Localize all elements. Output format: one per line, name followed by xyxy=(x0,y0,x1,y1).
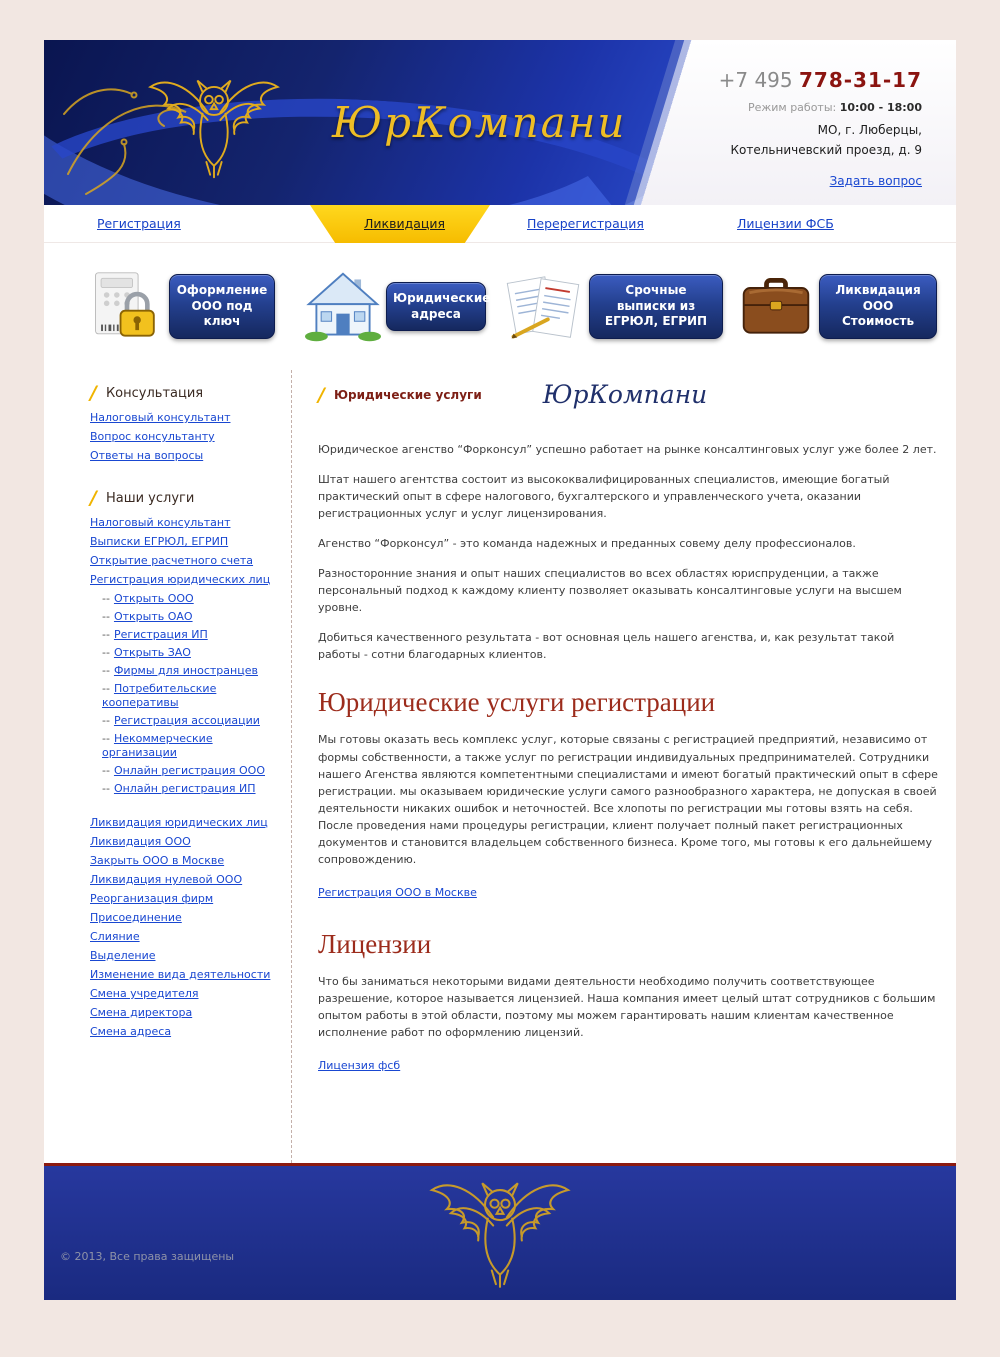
sidebar-link-ask-consultant[interactable]: Вопрос консультанту xyxy=(90,430,215,443)
phone-digits: 778-31-17 xyxy=(798,68,922,92)
sidebar-subitem xyxy=(102,592,291,606)
content-area xyxy=(44,370,956,1163)
sidebar-link-bank-account[interactable]: Открытие расчетного счета xyxy=(90,554,254,567)
sidebar-link-merger[interactable]: Слияние xyxy=(90,930,140,943)
documents-icon xyxy=(504,271,584,343)
sidebar-link-tax-consultant-2[interactable]: Налоговый консультант xyxy=(90,516,231,529)
sidebar xyxy=(44,370,292,1163)
intro-paragraph: Штат нашего агентства состоит из высококвалифицированных специалистов, имеющие богатый практический опыт в сфере налогового, бухгалтерского и управленческого учета, оказании регистрационных услуг и услуг лицензирования. xyxy=(318,473,890,521)
page-container xyxy=(44,40,956,1300)
sub-marker: -- xyxy=(102,628,110,641)
sidebar-subitem xyxy=(102,714,291,728)
address xyxy=(666,121,922,161)
sidebar-sublink-foreign-firms[interactable]: Фирмы для иностранцев xyxy=(113,664,258,677)
sidebar-link-liquidation-ooo[interactable]: Ликвидация ООО xyxy=(90,835,191,848)
house-icon xyxy=(305,271,381,343)
licenses-paragraph: Что бы заниматься некоторыми видами деятельности необходимо получить соответствующее разрешение, которое называется лицензией. Наша компания имеет целый штат сотрудников с большим опытом работы в этой области, поэтому мы можем гарантировать нашим клиентам качественное исполнение работ по оформлению лицензий. xyxy=(318,974,936,1039)
sub-marker: -- xyxy=(102,610,110,623)
work-hours-label: Режим работы: xyxy=(747,101,837,114)
slash-decoration: / xyxy=(90,382,97,404)
nav-item-reregistration[interactable]: Перерегистрация xyxy=(527,216,644,231)
address-line-1: МО, г. Люберцы, xyxy=(817,123,922,137)
sidebar-sublink-open-zao[interactable]: Открыть ЗАО xyxy=(113,646,191,659)
sidebar-link-legal-entity-registration[interactable]: Регистрация юридических лиц xyxy=(90,573,271,586)
briefcase-icon xyxy=(738,273,814,341)
work-hours-value: 10:00 - 18:00 xyxy=(839,101,922,114)
sub-marker: -- xyxy=(102,664,110,677)
sidebar-sublink-online-ooo[interactable]: Онлайн регистрация ООО xyxy=(113,764,265,777)
main-content xyxy=(292,370,956,1163)
sidebar-sublink-online-ip[interactable]: Онлайн регистрация ИП xyxy=(113,782,256,795)
sidebar-sublink-noncommercial-orgs[interactable]: Некоммерческие организации xyxy=(102,732,213,759)
sidebar-subitem xyxy=(102,646,291,660)
footer-owl-icon xyxy=(425,1174,575,1292)
sidebar-link-spinoff[interactable]: Выделение xyxy=(90,949,156,962)
banner-liquidation-cost[interactable] xyxy=(738,273,937,341)
sidebar-subitem xyxy=(102,764,291,778)
site-header xyxy=(44,40,956,205)
sub-marker: -- xyxy=(102,782,110,795)
sidebar-link-tax-consultant[interactable]: Налоговый консультант xyxy=(90,411,231,424)
site-footer xyxy=(44,1163,956,1300)
service-banners xyxy=(44,243,956,370)
main-title-row xyxy=(318,380,940,428)
sub-marker: -- xyxy=(102,592,110,605)
sidebar-subitem xyxy=(102,682,291,710)
sidebar-link-answers[interactable]: Ответы на вопросы xyxy=(90,449,204,462)
sidebar-link-activity-change[interactable]: Изменение вида деятельности xyxy=(90,968,271,981)
sub-marker: -- xyxy=(102,764,110,777)
sidebar-sublink-open-ooo[interactable]: Открыть ООО xyxy=(113,592,194,605)
sidebar-link-founder-change[interactable]: Смена учредителя xyxy=(90,987,199,1000)
sidebar-heading-services xyxy=(90,487,291,509)
sidebar-link-extracts[interactable]: Выписки ЕГРЮЛ, ЕГРИП xyxy=(90,535,229,548)
site-logo-text: ЮрКомпани xyxy=(332,98,627,147)
banner-button-ooo-turnkey[interactable]: Оформление ООО под ключ xyxy=(169,274,275,339)
fsb-license-link[interactable]: Лицензия фсб xyxy=(318,1059,401,1073)
sub-marker: -- xyxy=(102,714,110,727)
sub-marker: -- xyxy=(102,682,110,695)
sidebar-link-merger-joining[interactable]: Присоединение xyxy=(90,911,182,924)
sidebar-link-liquidation-null-ooo[interactable]: Ликвидация нулевой ООО xyxy=(90,873,243,886)
sidebar-link-close-ooo-moscow[interactable]: Закрыть ООО в Москве xyxy=(90,854,225,867)
registration-paragraph: Мы готовы оказать весь комплекс услуг, которые связаны с регистрацией предприятий, независимо от формы собственности, а также услуг по регистрации индивидуальных предпринимателей. Сотрудники нашего Агенства являются компетентными специалистами и имеют богатый практический опыт в сфере регистрации. мы оказываем юридические услуги самого разнообразного характера, не допуская в своей деятельности никаких ошибок и неточностей. Все хлопоты по регистрации мы готовы взять на себя. После проведения нами процедуры регистрации, клиент получает полный пакет регистрационных документов и становится владельцем собственного бизнеса. Кроме того, мы готовы к его дальнейшему сопровождению. xyxy=(318,733,938,866)
banner-urgent-extracts[interactable] xyxy=(504,271,723,343)
nav-item-registration[interactable]: Регистрация xyxy=(97,216,181,231)
sidebar-sublink-register-ip[interactable]: Регистрация ИП xyxy=(113,628,208,641)
main-navigation xyxy=(44,205,956,243)
nav-item-fsb-licenses[interactable]: Лицензии ФСБ xyxy=(737,216,834,231)
ask-question-link[interactable]: Задать вопрос xyxy=(829,173,922,188)
sidebar-sublink-association-registration[interactable]: Регистрация ассоциации xyxy=(113,714,260,727)
intro-paragraph: Добиться качественного результата - вот основная цель нашего агенства, и, как результат такой работы - сотни благодарных клиентов. xyxy=(318,631,895,662)
banner-legal-addresses[interactable] xyxy=(305,271,491,343)
sidebar-link-address-change[interactable]: Смена адреса xyxy=(90,1025,172,1038)
copyright-text: © 2013, Все права защищены xyxy=(60,1250,235,1263)
address-line-2: Котельничевский проезд, д. 9 xyxy=(730,142,922,157)
work-hours xyxy=(666,101,922,114)
nav-item-liquidation[interactable]: Ликвидация xyxy=(364,216,446,231)
sidebar-subitem xyxy=(102,782,291,796)
intro-paragraph: Юридическое агенство “Форконсул” успешно работает на рынке консалтинговых услуг уже более 2 лет. xyxy=(318,443,937,456)
sidebar-heading-label: Консультация xyxy=(105,386,204,401)
sub-marker: -- xyxy=(102,732,110,745)
sidebar-sublink-open-oao[interactable]: Открыть ОАО xyxy=(113,610,193,623)
registration-moscow-link[interactable]: Регистрация ООО в Москве xyxy=(318,885,477,899)
banner-button-urgent-extracts[interactable]: Срочные выписки из ЕГРЮЛ, ЕГРИП xyxy=(589,274,723,339)
page-title: Юридические услуги xyxy=(333,388,482,402)
phone-prefix: +7 495 xyxy=(718,68,793,92)
lock-icon xyxy=(90,269,164,345)
intro-paragraph: Разносторонние знания и опыт наших специалистов во всех областях юриспруденции, а также персональный подход к каждому клиенту позволяет оказывать консалтинговые услуги на высшем уровне. xyxy=(318,567,902,615)
sidebar-heading-consultation xyxy=(90,382,291,404)
banner-button-legal-addresses[interactable]: Юридические адреса xyxy=(386,282,486,331)
sidebar-link-reorganization[interactable]: Реорганизация фирм xyxy=(90,892,214,905)
phone-number xyxy=(666,68,922,92)
owl-logo-icon xyxy=(144,68,284,186)
sidebar-subitem xyxy=(102,732,291,760)
header-contact-block xyxy=(666,40,956,205)
sidebar-subitem xyxy=(102,664,291,678)
licenses-heading: Лицензии xyxy=(318,928,432,959)
sidebar-sublink-consumer-coops[interactable]: Потребительские кооперативы xyxy=(102,682,217,709)
sidebar-heading-label: Наши услуги xyxy=(105,491,195,506)
slash-decoration: / xyxy=(318,384,325,406)
intro-paragraph: Агенство “Форконсул” - это команда надежных и преданных совему делу профессионалов. xyxy=(318,537,856,551)
sidebar-link-director-change[interactable]: Смена директора xyxy=(90,1006,193,1019)
banner-ooo-turnkey[interactable] xyxy=(90,269,275,345)
sidebar-subitem xyxy=(102,628,291,642)
slash-decoration: / xyxy=(90,487,97,509)
sidebar-subitem xyxy=(102,610,291,624)
sub-marker: -- xyxy=(102,646,110,659)
banner-button-liquidation-cost[interactable]: Ликвидация ООО Стоимость xyxy=(819,274,937,339)
registration-heading: Юридические услуги регистрации xyxy=(318,687,716,718)
sidebar-link-liquidation-legal[interactable]: Ликвидация юридических лиц xyxy=(90,816,268,829)
content-logo-text: ЮрКомпани xyxy=(542,380,708,409)
